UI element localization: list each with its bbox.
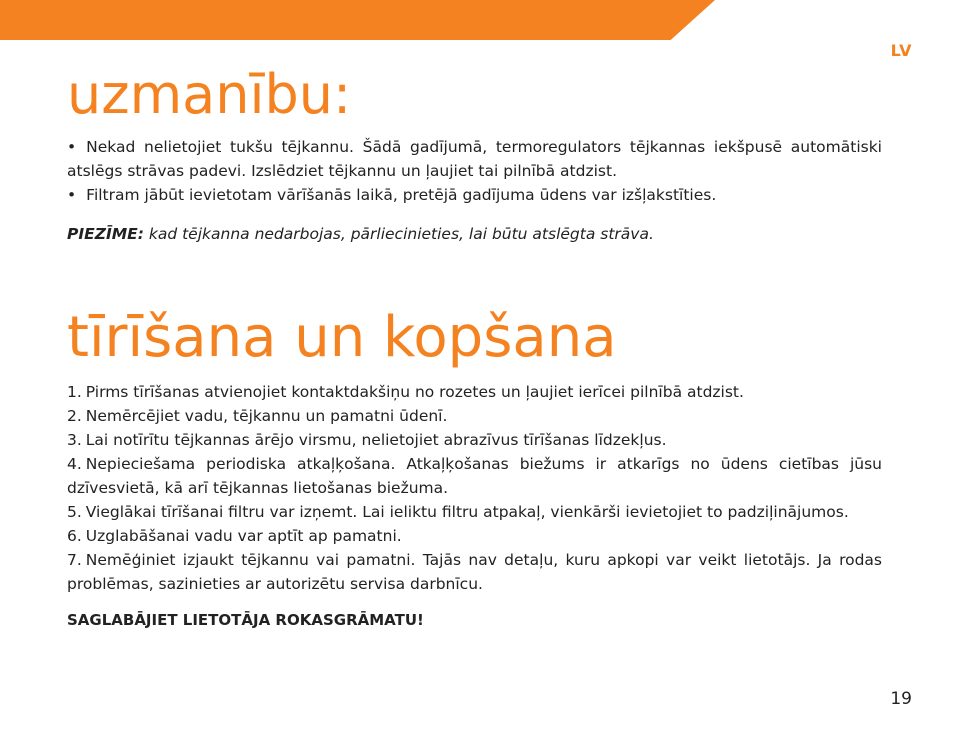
warning-bullet-list bbox=[67, 135, 882, 207]
language-code: LV bbox=[890, 41, 912, 60]
step-text: Lai notīrītu tējkannas ārējo virsmu, nelietojiet abrazīvus tīrīšanas līdzekļus. bbox=[85, 431, 667, 449]
bullet-mark: • bbox=[67, 186, 77, 204]
cleaning-step bbox=[67, 548, 882, 596]
note-paragraph bbox=[67, 222, 882, 246]
step-number: 3. bbox=[67, 431, 82, 449]
step-text: Uzglabāšanai vadu var aptīt ap pamatni. bbox=[85, 527, 402, 545]
step-text: Nemēģiniet izjaukt tējkannu vai pamatni. Tajās nav detaļu, kuru apkopi var veikt lietotājs. Ja rodas problēmas, sazinieties ar autorizētu servisa darbnīcu. bbox=[67, 551, 882, 593]
top-banner bbox=[0, 0, 715, 40]
page-number: 19 bbox=[890, 689, 912, 709]
step-number: 2. bbox=[67, 407, 82, 425]
cleaning-step bbox=[67, 404, 882, 428]
step-number: 7. bbox=[67, 551, 82, 569]
warning-bullet-item bbox=[67, 135, 882, 183]
cleaning-step bbox=[67, 428, 882, 452]
step-number: 4. bbox=[67, 455, 82, 473]
warning-bullet-text: Nekad nelietojiet tukšu tējkannu. Šādā gadījumā, termoregulators tējkannas iekšpusē automātiski atslēgs strāvas padevi. Izslēdziet tējkannu un ļaujiet tai pilnībā atdzist. bbox=[67, 138, 882, 180]
step-number: 1. bbox=[67, 383, 82, 401]
step-number: 5. bbox=[67, 503, 82, 521]
save-manual-notice: SAGLABĀJIET LIETOTĀJA ROKASGRĀMATU! bbox=[67, 611, 424, 629]
warning-bullet-text: Filtram jābūt ievietotam vārīšanās laikā, pretējā gadījuma ūdens var izšļakstīties. bbox=[86, 186, 717, 204]
cleaning-title: tīrīšana un kopšana bbox=[67, 305, 617, 370]
cleaning-step bbox=[67, 500, 882, 524]
step-text: Pirms tīrīšanas atvienojiet kontaktdakšiņu no rozetes un ļaujiet ierīcei pilnībā atdzist. bbox=[85, 383, 744, 401]
note-label: PIEZĪME: bbox=[67, 225, 144, 243]
warning-title: uzmanību: bbox=[67, 63, 352, 126]
cleaning-step bbox=[67, 524, 882, 548]
cleaning-step bbox=[67, 380, 882, 404]
cleaning-step bbox=[67, 452, 882, 500]
step-number: 6. bbox=[67, 527, 82, 545]
step-text: Nemērcējiet vadu, tējkannu un pamatni ūdenī. bbox=[85, 407, 448, 425]
warning-bullet-item bbox=[67, 183, 882, 207]
note-text: kad tējkanna nedarbojas, pārliecinieties, lai būtu atslēgta strāva. bbox=[143, 225, 654, 243]
bullet-mark: • bbox=[67, 138, 77, 156]
step-text: Nepieciešama periodiska atkaļķošana. Atkaļķošanas biežums ir atkarīgs no ūdens cietības jūsu dzīvesvietā, kā arī tējkannas lietošanas biežuma. bbox=[67, 455, 882, 497]
step-text: Vieglākai tīrīšanai filtru var izņemt. Lai ieliktu filtru atpakaļ, vienkārši ievietojiet to padziļinājumos. bbox=[85, 503, 849, 521]
cleaning-step-list bbox=[67, 380, 882, 596]
